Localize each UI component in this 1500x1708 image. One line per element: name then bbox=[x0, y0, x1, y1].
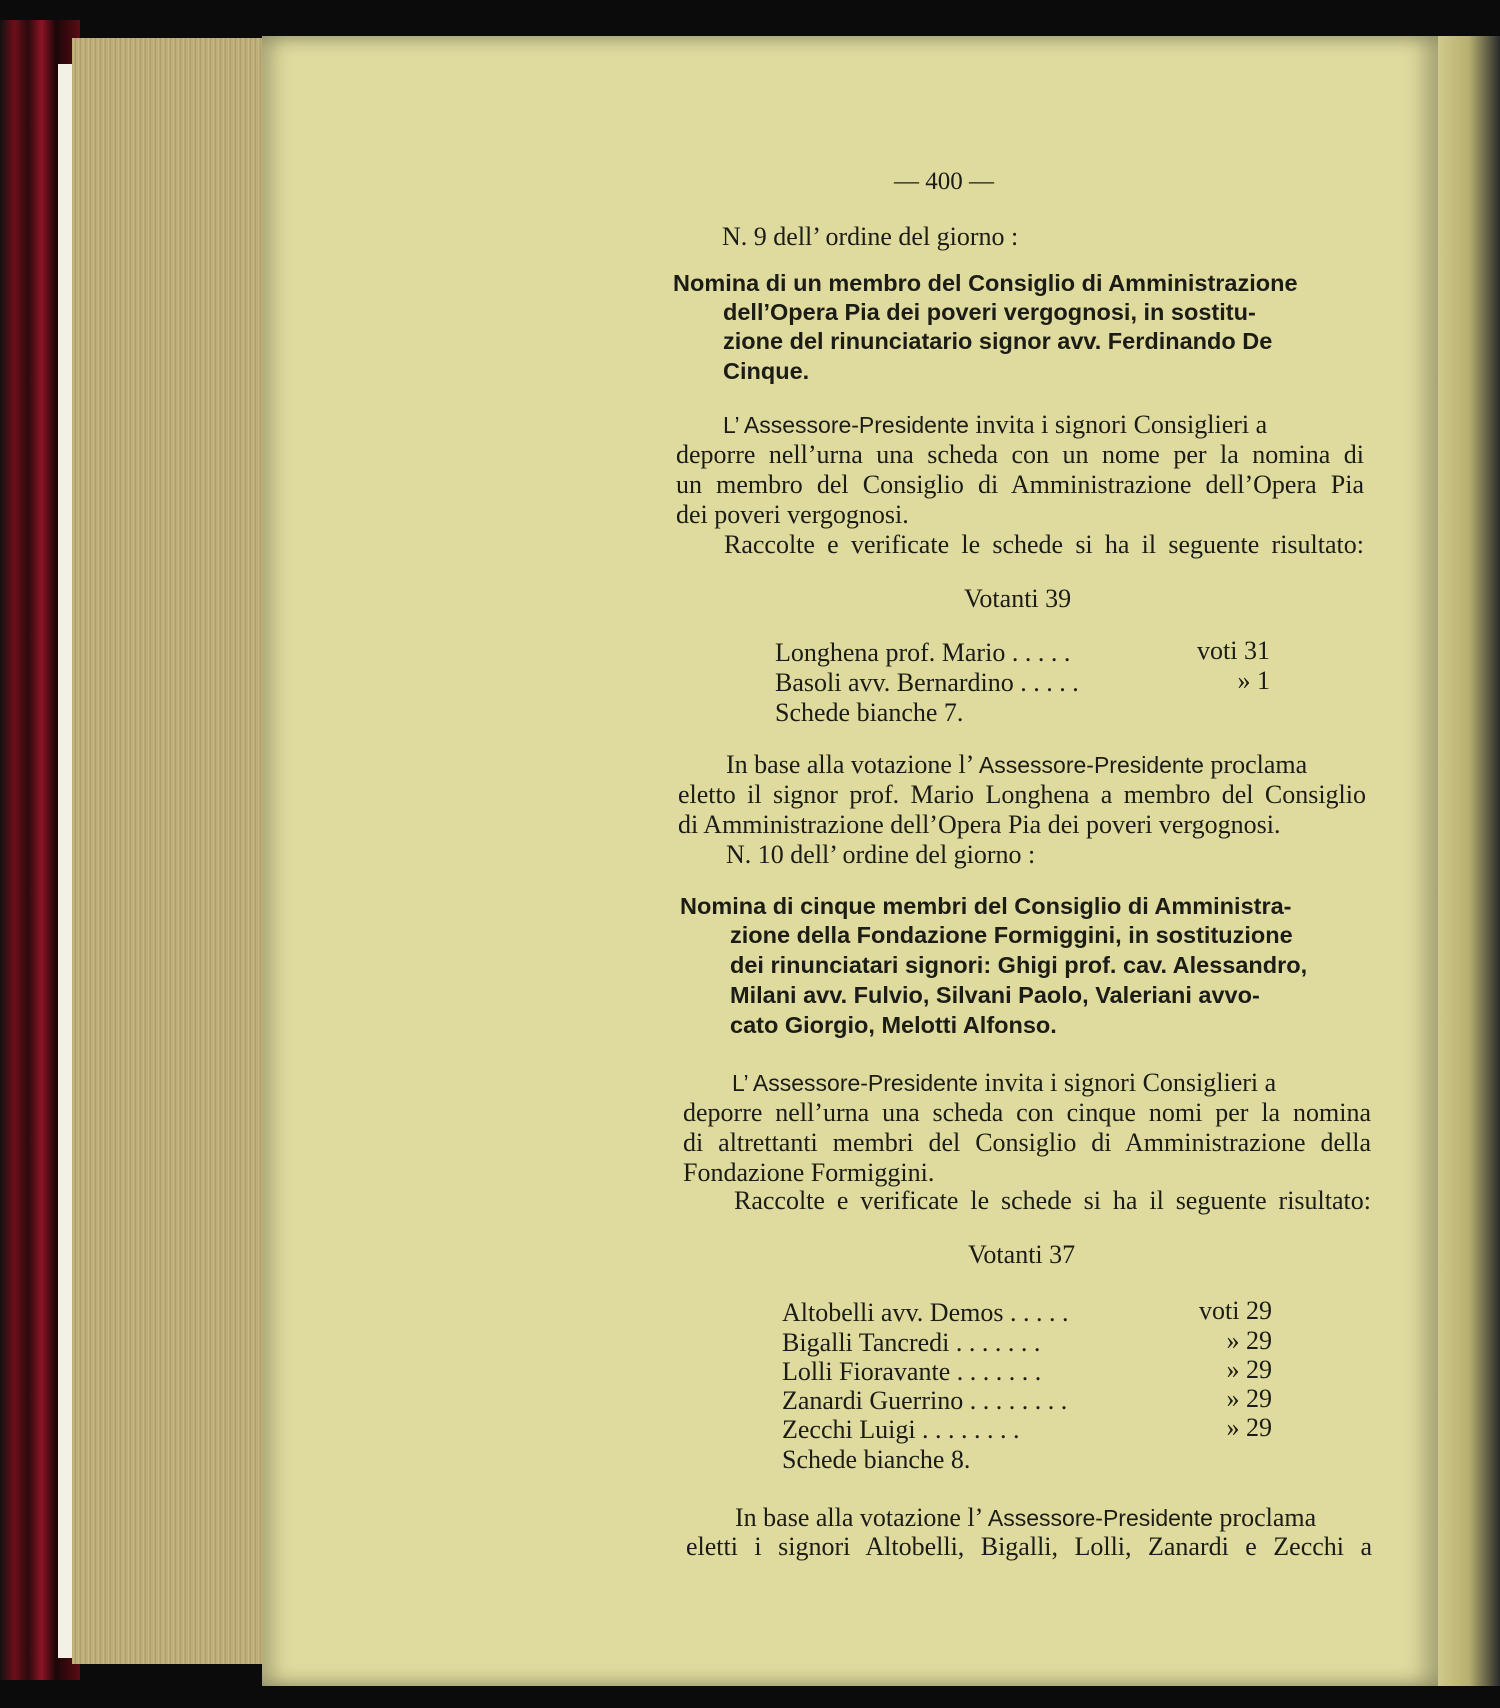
heading-1-line-3: zione del rinunciatario signor avv. Ferdinando De bbox=[723, 328, 1273, 354]
vote-name-e: Zecchi Luigi . . . . . . . . bbox=[782, 1415, 1020, 1444]
paragraph-1-line-3: un membro del Consiglio di Amministrazione dell’Opera Pia bbox=[676, 470, 1364, 499]
heading-2-line-2: zione della Fondazione Formiggini, in sostituzione bbox=[730, 922, 1293, 948]
heading-2-line-4: Milani avv. Fulvio, Silvani Paolo, Valeriani avvo- bbox=[730, 982, 1260, 1008]
paragraph-3-line-3: di altrettanti membri del Consiglio di Amministrazione della bbox=[683, 1128, 1371, 1157]
schede-bianche-2: Schede bianche 8. bbox=[782, 1445, 971, 1474]
result-line-2: eletto il signor prof. Mario Longhena a membro del Consiglio bbox=[678, 780, 1366, 809]
order-item-10: N. 10 dell’ ordine del giorno : bbox=[726, 840, 1036, 869]
speaker: L’ Assessore-Presidente bbox=[723, 412, 969, 438]
vote-value-c: » 29 bbox=[1226, 1355, 1272, 1384]
result-line-3: di Amministrazione dell’Opera Pia dei poveri vergognosi. bbox=[678, 810, 1281, 839]
vote-name-a: Altobelli avv. Demos . . . . . bbox=[782, 1298, 1069, 1327]
speaker: Assessore-Presidente bbox=[978, 752, 1204, 778]
heading-1-line-2: dell’Opera Pia dei poveri vergognosi, in sostitu- bbox=[723, 299, 1256, 325]
vote-name-c: Lolli Fioravante . . . . . . . bbox=[782, 1357, 1042, 1386]
page-number: — 400 — bbox=[894, 168, 994, 195]
heading-2-line-3: dei rinunciatari signori: Ghigi prof. cav. Alessandro, bbox=[730, 952, 1308, 978]
result-2-line-2: eletti i signori Altobelli, Bigalli, Lolli, Zanardi e Zecchi a bbox=[686, 1532, 1372, 1561]
heading-1-line-4: Cinque. bbox=[723, 358, 810, 384]
paragraph-3-line-1: L’ Assessore-Presidente invita i signori Consiglieri a bbox=[732, 1068, 1277, 1097]
vote-value-2: » 1 bbox=[1237, 666, 1270, 695]
vote-value-a: voti 29 bbox=[1199, 1296, 1272, 1325]
paragraph-3-line-4: Fondazione Formiggini. bbox=[683, 1158, 935, 1187]
vote-name-b: Bigalli Tancredi . . . . . . . bbox=[782, 1328, 1041, 1357]
vote-name-2: Basoli avv. Bernardino . . . . . bbox=[775, 668, 1079, 697]
paragraph-1-line-2: deporre nell’urna una scheda con un nome per la nomina di bbox=[676, 440, 1364, 469]
vote-value-b: » 29 bbox=[1226, 1326, 1272, 1355]
votanti-count: Votanti 39 bbox=[964, 584, 1072, 613]
schede-bianche: Schede bianche 7. bbox=[775, 698, 964, 727]
votanti-count-2: Votanti 37 bbox=[968, 1240, 1076, 1269]
speaker: Assessore-Presidente bbox=[987, 1505, 1213, 1531]
result-2-line-1: In base alla votazione l’ Assessore-Presidente proclama bbox=[735, 1503, 1317, 1532]
heading-2-line-1: Nomina di cinque membri del Consiglio di Amministra- bbox=[680, 893, 1292, 919]
result-line-1: In base alla votazione l’ Assessore-Presidente proclama bbox=[726, 750, 1308, 779]
heading-2-line-5: cato Giorgio, Melotti Alfonso. bbox=[730, 1012, 1057, 1038]
speaker: L’ Assessore-Presidente bbox=[732, 1070, 978, 1096]
paragraph-4: Raccolte e verificate le schede si ha il seguente risultato: bbox=[734, 1186, 1371, 1215]
paragraph-1-line-4: dei poveri vergognosi. bbox=[676, 500, 909, 529]
vote-name-d: Zanardi Guerrino . . . . . . . . bbox=[782, 1386, 1068, 1415]
order-item-9: N. 9 dell’ ordine del giorno : bbox=[722, 222, 1019, 251]
vote-value-e: » 29 bbox=[1226, 1413, 1272, 1442]
vote-value-d: » 29 bbox=[1226, 1384, 1272, 1413]
paragraph-2: Raccolte e verificate le schede si ha il seguente risultato: bbox=[724, 530, 1364, 559]
vote-name-1: Longhena prof. Mario . . . . . bbox=[775, 638, 1071, 667]
heading-1-line-1: Nomina di un membro del Consiglio di Amministrazione bbox=[673, 270, 1298, 296]
paragraph-3-line-2: deporre nell’urna una scheda con cinque nomi per la nomina bbox=[683, 1098, 1371, 1127]
paragraph-1-line-1: L’ Assessore-Presidente invita i signori Consiglieri a bbox=[723, 410, 1268, 439]
vote-value-1: voti 31 bbox=[1197, 636, 1270, 665]
